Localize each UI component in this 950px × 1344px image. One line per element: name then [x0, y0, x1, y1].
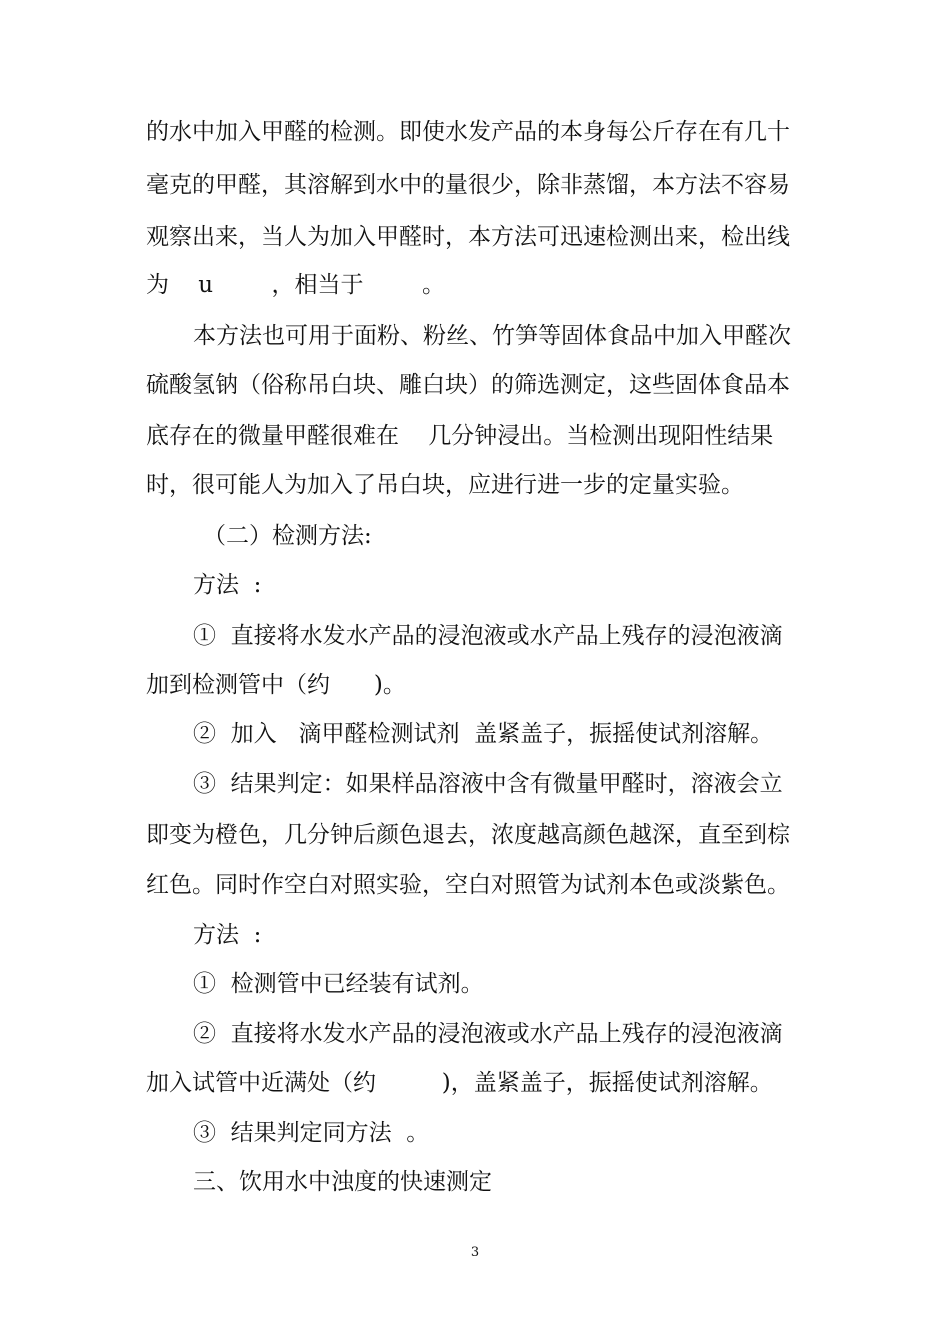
page-number: 3 [470, 1245, 480, 1260]
body-text-line: 底存在的微量甲醛很难在 几分钟浸出。当检测出现阳性结果 [146, 423, 774, 449]
body-text-line: 加到检测管中（约 )。 [146, 672, 406, 698]
step-line: ③ 结果判定：如果样品溶液中含有微量甲醛时，溶液会立 [193, 771, 783, 797]
body-text-line: 毫克的甲醛，其溶解到水中的量很少，除非蒸馏，本方法不容易 [146, 172, 790, 198]
section-heading: （二）检测方法: [203, 523, 372, 549]
section-heading: 三、饮用水中浊度的快速测定 [193, 1169, 492, 1195]
step-line: ③ 结果判定同方法 。 [193, 1120, 430, 1146]
body-text-line: 加入试管中近满处（约 )，盖紧盖子，振摇使试剂溶解。 [146, 1070, 773, 1096]
body-text-line: 观察出来，当人为加入甲醛时，本方法可迅速检测出来，检出线 [146, 224, 790, 250]
step-line: ② 加入 滴甲醛检测试剂 盖紧盖子，振摇使试剂溶解。 [193, 721, 774, 747]
step-line: ② 直接将水发水产品的浸泡液或水产品上残存的浸泡液滴 [193, 1021, 783, 1047]
body-text-line: 为 u ，相当于 。 [146, 272, 446, 298]
body-text-line: 红色。同时作空白对照实验，空白对照管为试剂本色或淡紫色。 [146, 872, 790, 898]
body-text-line: 时，很可能人为加入了吊白块，应进行进一步的定量实验。 [146, 472, 744, 498]
body-text-line: 硫酸氢钠（俗称吊白块、雕白块）的筛选测定，这些固体食品本 [146, 372, 790, 398]
body-text-line: 的水中加入甲醛的检测。即使水发产品的本身每公斤存在有几十 [146, 119, 790, 145]
paragraph-first-line: 本方法也可用于面粉、粉丝、竹笋等固体食品中加入甲醛次 [193, 323, 791, 349]
method-heading: 方法 : [193, 572, 262, 598]
step-line: ① 直接将水发水产品的浸泡液或水产品上残存的浸泡液滴 [193, 623, 783, 649]
body-text-line: 即变为橙色，几分钟后颜色退去，浓度越高颜色越深，直至到棕 [146, 822, 790, 848]
step-line: ① 检测管中已经装有试剂。 [193, 971, 484, 997]
method-heading: 方法 : [193, 922, 262, 948]
